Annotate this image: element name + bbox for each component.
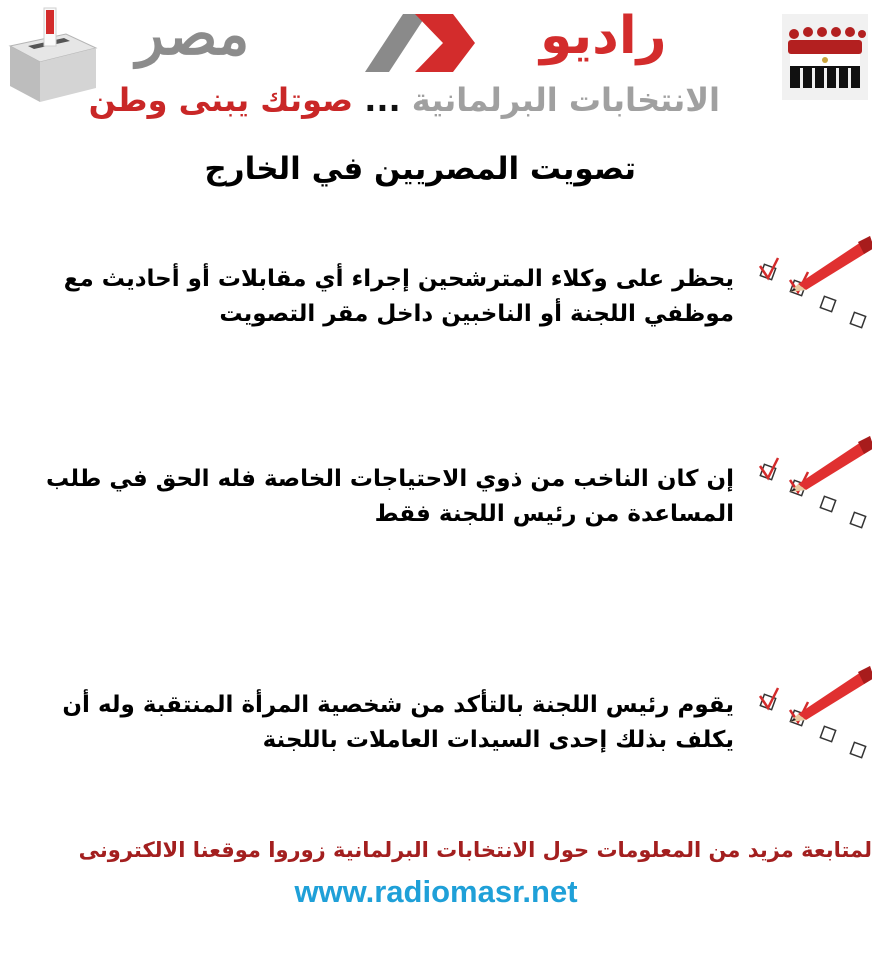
rule-text: إن كان الناخب من ذوي الاحتياجات الخاصة فله الحق في طلب المساعدة من رئيس اللجنة فقط — [45, 466, 734, 527]
chevron-logo-icon — [365, 14, 475, 72]
pencil-checklist-icon — [752, 428, 872, 538]
pencil-checklist-icon — [752, 228, 872, 338]
page-title: تصويت المصريين في الخارج — [204, 151, 636, 187]
tagline-separator: ... — [364, 81, 401, 119]
pencil-checklist-icon — [752, 658, 872, 768]
tagline — [88, 74, 720, 126]
station-name: راديو — [540, 6, 667, 66]
brand-word: مصر — [136, 2, 250, 67]
footer-note: لمتابعة مزيد من المعلومات حول الانتخابات البرلمانية زوروا موقعنا الالكترونى — [78, 838, 872, 862]
tagline-main: الانتخابات البرلمانية — [411, 81, 720, 119]
ballot-box-icon — [4, 4, 100, 104]
tagline-slogan: صوتك يبنى وطن — [88, 81, 354, 119]
people-flag-icon — [782, 14, 868, 100]
rule-text: يحظر على وكلاء المترشحين إجراء أي مقابلات أو أحاديث مع موظفي اللجنة أو الناخبين داخل مقر التصويت — [63, 266, 734, 327]
rule-text: يقوم رئيس اللجنة بالتأكد من شخصية المرأة المنتقبة وله أن يكلف بذلك إحدى السيدات العاملات باللجنة — [62, 692, 734, 753]
website-link[interactable]: www.radiomasr.net — [294, 874, 578, 909]
